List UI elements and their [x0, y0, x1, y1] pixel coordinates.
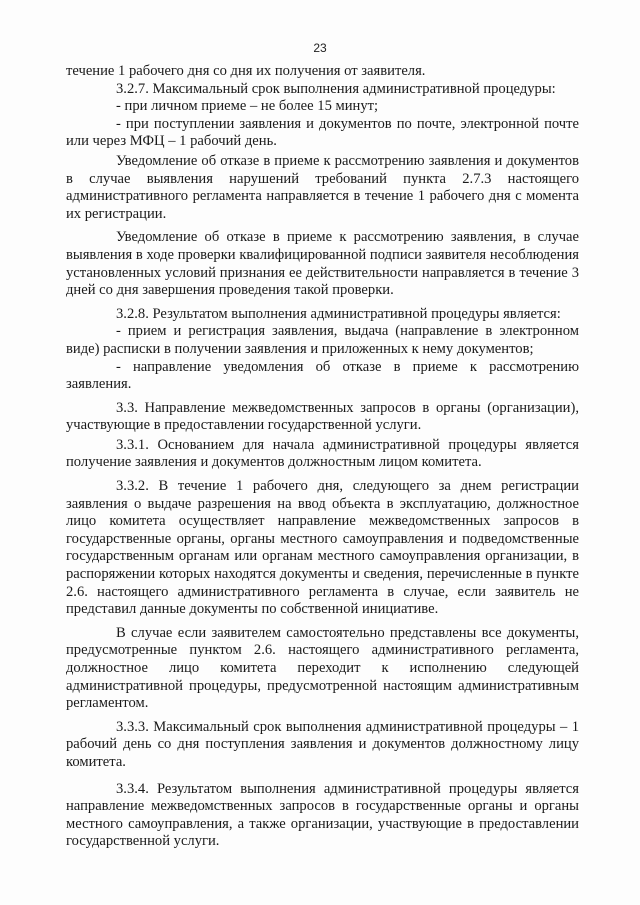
paragraph-3-2-7: 3.2.7. Максимальный срок выполнения административной процедуры:	[116, 80, 556, 97]
list-item-registration: - прием и регистрация заявления, выдача (направление в электронном виде) расписки в получении заявления и приложенных к нему документов;	[66, 323, 579, 357]
paragraph-self-provided: В случае если заявителем самостоятельно представлены все документы, предусмотренные пунктом 2.6. настоящего административного регламента, должностное лицо комитета переходит к исполнению следующей административной процедуры, предусмотренной настоящим административным регламентом.	[66, 624, 579, 712]
paragraph-3-2-8: 3.2.8. Результатом выполнения административной процедуры является:	[116, 305, 561, 322]
paragraph-refusal-notice: Уведомление об отказе в приеме к рассмотрению заявления и документов в случае выявления нарушений требований пункта 2.7.3 настоящего административного регламента направляется в течение 1 рабочего дня с момента их регистрации.	[66, 152, 579, 222]
list-item-refusal-direction: - направление уведомления об отказе в приеме к рассмотрению заявления.	[66, 358, 579, 393]
paragraph-continuation: течение 1 рабочего дня со дня их получения от заявителя.	[66, 63, 426, 79]
section-3-3-heading: 3.3. Направление межведомственных запросов в органы (организации), участвующие в предоставлении государственной услуги.	[66, 399, 579, 434]
document-body	[66, 63, 579, 851]
paragraph-3-3-3: 3.3.3. Максимальный срок выполнения административной процедуры – 1 рабочий день со дня поступления заявления и документов должностному лицу комитета.	[66, 718, 579, 770]
paragraph-3-3-1: 3.3.1. Основанием для начала административной процедуры является получение заявления и документов должностным лицом комитета.	[66, 436, 579, 471]
paragraph-refusal-signature: Уведомление об отказе в приеме к рассмотрению заявления, в случае выявления в ходе проверки квалифицированной подписи заявителя несоблюдения установленных условий признания ее действительности направляется в течение 3 дней со дня завершения проведения такой проверки.	[66, 229, 579, 299]
list-item-personal-reception: - при личном приеме – не более 15 минут;	[116, 98, 379, 115]
list-item-mail-receipt: - при поступлении заявления и документов по почте, электронной почте или через МФЦ – 1 рабочий день.	[66, 115, 579, 150]
page-number: 23	[313, 41, 327, 55]
paragraph-3-3-4: 3.3.4. Результатом выполнения административной процедуры является направление межведомственных запросов в государственные органы и органы местного самоуправления, а также организации, участвующие в предоставлении государственной услуги.	[66, 780, 579, 850]
paragraph-3-3-2: 3.3.2. В течение 1 рабочего дня, следующего за днем регистрации заявления о выдаче разрешения на ввод объекта в эксплуатацию, должностное лицо комитета осуществляет направление межведомственных запросов в государственные органы, органы местного самоуправления и подведомственные государственным органам или органам местного самоуправления организации, в распоряжении которых находятся документы и сведения, перечисленные в пункте 2.6. настоящего административного регламента в случае, если заявитель не представил данные документы по собственной инициативе.	[66, 478, 579, 618]
